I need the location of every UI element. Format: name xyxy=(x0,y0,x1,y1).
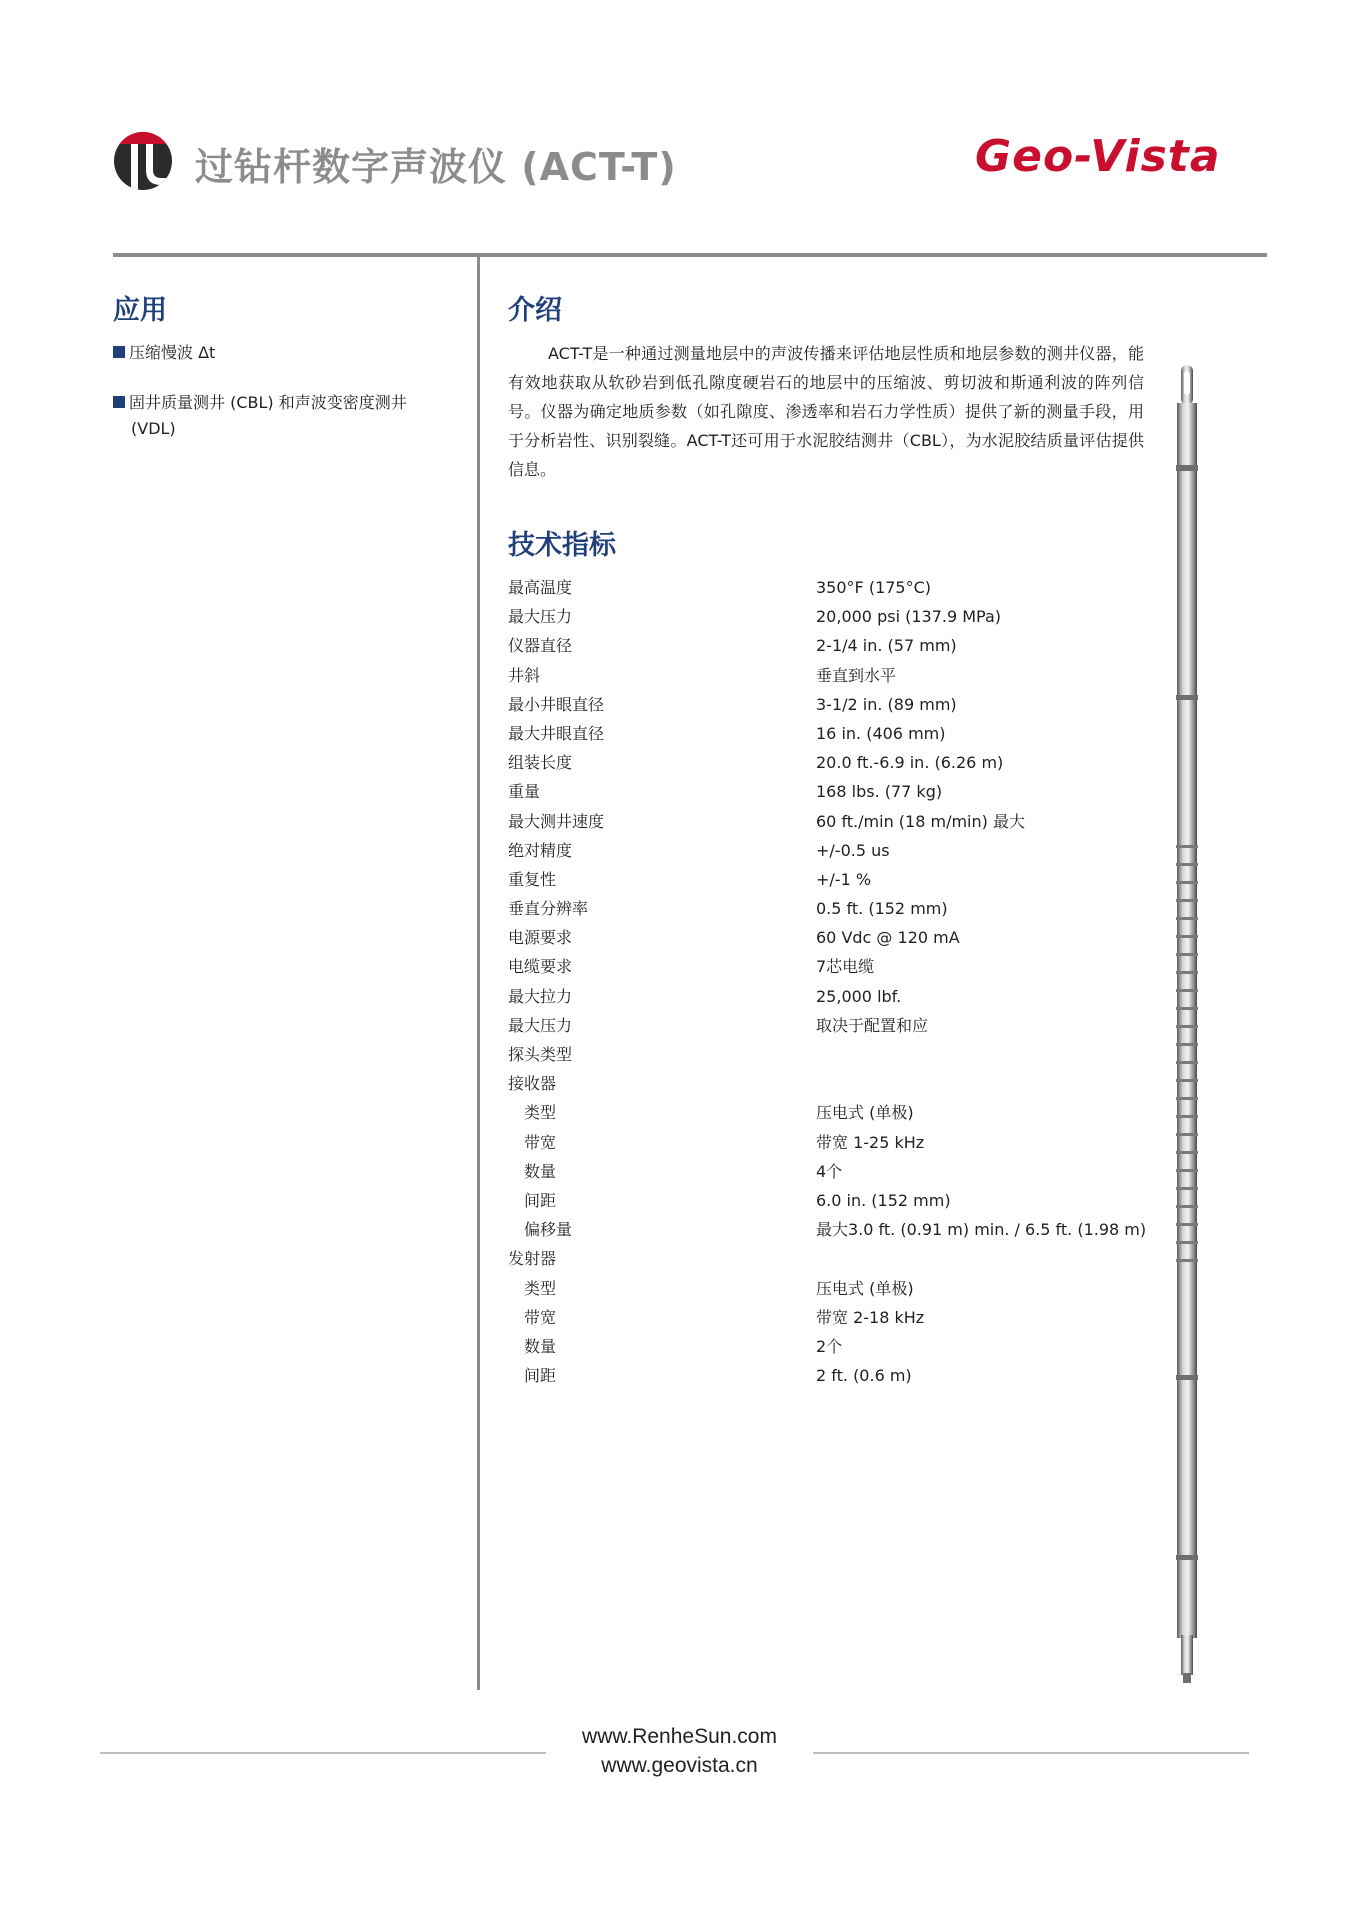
spec-label: 间距 xyxy=(524,1190,557,1210)
spec-row xyxy=(508,894,1148,923)
spec-value: 6.0 in. (152 mm) xyxy=(816,1190,951,1210)
spec-value: 20.0 ft.-6.9 in. (6.26 m) xyxy=(816,753,1004,773)
spec-value: 60 ft./min (18 m/min) 最大 xyxy=(816,811,1025,831)
spec-value: 压电式 (单极) xyxy=(816,1103,914,1123)
spec-value: 最大3.0 ft. (0.91 m) min. / 6.5 ft. (1.98 m) xyxy=(816,1220,1147,1240)
application-item-text-continued: (VDL) xyxy=(131,419,176,438)
spec-row xyxy=(508,631,1148,660)
spec-label: 最大压力 xyxy=(508,1015,573,1035)
spec-value: 压电式 (单极) xyxy=(816,1278,914,1298)
spec-label: 绝对精度 xyxy=(508,840,573,860)
spec-label: 间距 xyxy=(524,1366,557,1386)
spec-value: 16 in. (406 mm) xyxy=(816,723,946,743)
spec-row xyxy=(508,952,1148,981)
spec-value: 垂直到水平 xyxy=(816,665,897,685)
column-divider xyxy=(477,256,480,1690)
specifications-table xyxy=(508,573,1148,1390)
spec-label: 带宽 xyxy=(524,1307,557,1327)
spec-value: 2 ft. (0.6 m) xyxy=(816,1366,912,1386)
spec-value: 3-1/2 in. (89 mm) xyxy=(816,694,957,714)
spec-label: 接收器 xyxy=(508,1074,557,1094)
spec-row xyxy=(508,1011,1148,1040)
spec-row xyxy=(508,602,1148,631)
spec-value: 0.5 ft. (152 mm) xyxy=(816,899,948,919)
spec-value: 20,000 psi (137.9 MPa) xyxy=(816,607,1002,627)
spec-label: 数量 xyxy=(524,1161,557,1181)
spec-value: 取决于配置和应 xyxy=(816,1015,929,1035)
header-divider xyxy=(113,253,1267,257)
spec-value: 168 lbs. (77 kg) xyxy=(816,782,943,802)
application-item xyxy=(113,390,443,442)
spec-label: 电缆要求 xyxy=(508,957,573,977)
spec-row xyxy=(508,1274,1148,1303)
spec-row xyxy=(508,1215,1148,1244)
spec-label: 最大拉力 xyxy=(508,986,573,1006)
spec-label: 最小井眼直径 xyxy=(508,694,605,714)
spec-row xyxy=(508,807,1148,836)
spec-row xyxy=(508,573,1148,602)
spec-row xyxy=(508,1128,1148,1157)
spec-label: 偏移量 xyxy=(524,1220,573,1240)
spec-row xyxy=(508,1244,1148,1273)
application-item xyxy=(113,340,215,366)
footer-divider-left xyxy=(100,1752,546,1754)
spec-row xyxy=(508,1040,1148,1069)
spec-value: 4个 xyxy=(816,1161,843,1181)
spec-row xyxy=(508,1303,1148,1332)
spec-label: 重量 xyxy=(508,782,541,802)
spec-label: 重复性 xyxy=(508,869,557,889)
spec-row xyxy=(508,1157,1148,1186)
spec-row xyxy=(508,777,1148,806)
spec-row xyxy=(508,1361,1148,1390)
spec-value: +/-0.5 us xyxy=(816,840,890,860)
spec-label: 发射器 xyxy=(508,1249,557,1269)
spec-label: 探头类型 xyxy=(508,1045,573,1064)
spec-label: 数量 xyxy=(524,1336,557,1356)
footer-url-renhesun[interactable]: www.RenheSun.com xyxy=(582,1725,777,1748)
spec-value: 带宽 2-18 kHz xyxy=(816,1307,925,1327)
spec-label: 类型 xyxy=(524,1103,557,1123)
spec-label: 最大压力 xyxy=(508,607,573,627)
application-item-text: 压缩慢波 Δt xyxy=(129,343,216,362)
footer-url-geovista[interactable]: www.geovista.cn xyxy=(601,1754,758,1777)
spec-row xyxy=(508,1069,1148,1098)
spec-row xyxy=(508,923,1148,952)
introduction-paragraph: ACT-T是一种通过测量地层中的声波传播来评估地层性质和地层参数的测井仪器，能有效地获取从软砂岩到低孔隙度硬岩石的地层中的压缩波、剪切波和斯通利波的阵列信号。仪器为确定地质参数（如孔隙度、渗透率和岩石力学性质）提供了新的测量手段，用于分析岩性、识别裂缝。ACT-T还可用于水泥胶结测井（CBL），为水泥胶结质量评估提供信息。 xyxy=(508,344,1144,479)
spec-row xyxy=(508,1186,1148,1215)
spec-value: +/-1 % xyxy=(816,869,872,889)
spec-label: 最大井眼直径 xyxy=(508,723,605,743)
spec-label: 最高温度 xyxy=(508,578,573,597)
spec-value: 2个 xyxy=(816,1336,843,1356)
spec-label: 组装长度 xyxy=(508,753,573,773)
spec-value: 7芯电缆 xyxy=(816,957,875,977)
spec-row xyxy=(508,982,1148,1011)
spec-row xyxy=(508,836,1148,865)
brand-logo: Geo-Vista xyxy=(975,131,1221,182)
spec-value: 2-1/4 in. (57 mm) xyxy=(816,636,957,656)
introduction-heading: 介绍 xyxy=(508,295,562,326)
spec-label: 垂直分辨率 xyxy=(508,899,589,919)
spec-label: 带宽 xyxy=(524,1132,557,1152)
bullet-square-icon xyxy=(113,396,125,408)
spec-value: 350°F (175°C) xyxy=(816,578,932,597)
spec-row xyxy=(508,661,1148,690)
logging-tool-image xyxy=(1170,365,1204,1685)
spec-value: 60 Vdc @ 120 mA xyxy=(816,928,960,948)
spec-value: 25,000 lbf. xyxy=(816,986,902,1006)
spec-row xyxy=(508,690,1148,719)
spec-row xyxy=(508,865,1148,894)
application-item-text: 固井质量测井 (CBL) 和声波变密度测井 xyxy=(129,393,407,412)
spec-value: 带宽 1-25 kHz xyxy=(816,1132,925,1152)
spec-row xyxy=(508,748,1148,777)
spec-label: 井斜 xyxy=(508,665,541,685)
spec-row xyxy=(508,1332,1148,1361)
page-title: 过钻杆数字声波仪 (ACT-T) xyxy=(195,145,677,189)
spec-row xyxy=(508,719,1148,748)
company-logo-icon xyxy=(113,130,173,192)
spec-label: 电源要求 xyxy=(508,928,573,948)
specifications-heading: 技术指标 xyxy=(508,530,616,561)
spec-label: 仪器直径 xyxy=(508,636,573,656)
bullet-square-icon xyxy=(113,346,125,358)
spec-label: 最大测井速度 xyxy=(508,811,605,831)
footer-divider-right xyxy=(813,1752,1249,1754)
spec-row xyxy=(508,1098,1148,1127)
spec-label: 类型 xyxy=(524,1278,557,1298)
applications-heading: 应用 xyxy=(113,295,167,326)
